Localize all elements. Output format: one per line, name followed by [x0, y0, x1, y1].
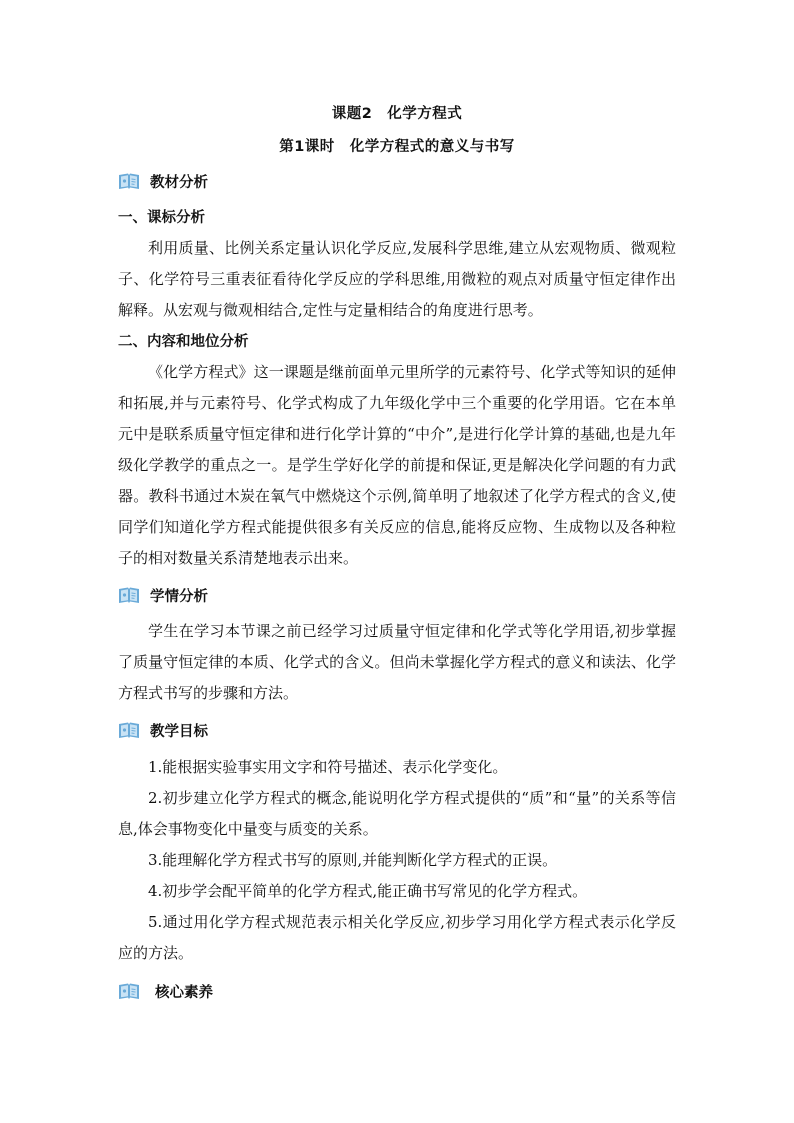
section-student-analysis	[118, 583, 208, 607]
section-teaching-goals	[118, 718, 208, 742]
book-icon	[118, 172, 140, 191]
goal-item-1: 1.能根据实验事实用文字和符号描述、表示化学变化。	[148, 758, 508, 776]
standard-heading: 一、课标分析	[118, 210, 205, 226]
goal-item-3: 3.能理解化学方程式书写的原则,并能判断化学方程式的正误。	[148, 851, 558, 869]
standard-text: 利用质量、比例关系定量认识化学反应,发展科学思维,建立从宏观物质、微观粒子、化学符号三重表征看待化学反应的学科思维,用微粒的观点对质量守恒定律作出解释。从宏观与微观相结合,定性与定量相结合的角度进行思考。	[118, 239, 676, 319]
book-icon	[118, 982, 140, 1001]
section-label: 教材分析	[150, 174, 208, 191]
section-core-literacy	[118, 979, 213, 1003]
student-analysis-text: 学生在学习本节课之前已经学习过质量守恒定律和化学式等化学用语,初步掌握了质量守恒定律的本质、化学式的含义。但尚未掌握化学方程式的意义和读法、化学方程式书写的步骤和方法。	[118, 622, 676, 702]
period-title: 第1课时 化学方程式的意义与书写	[279, 139, 515, 155]
lesson-title: 课题2 化学方程式	[331, 106, 463, 122]
section-textbook-analysis	[118, 169, 208, 193]
goal-item-2: 2.初步建立化学方程式的概念,能说明化学方程式提供的“质”和“量”的关系等信息,体会事物变化中量变与质变的关系。	[118, 789, 676, 838]
goal-item-4: 4.初步学会配平简单的化学方程式,能正确书写常见的化学方程式。	[148, 882, 588, 900]
book-icon	[118, 721, 140, 740]
content-heading: 二、内容和地位分析	[118, 334, 249, 350]
book-icon	[118, 586, 140, 605]
content-text: 《化学方程式》这一课题是继前面单元里所学的元素符号、化学式等知识的延伸和拓展,并与元素符号、化学式构成了九年级化学中三个重要的化学用语。它在本单元中是联系质量守恒定律和进行化学计算的“中介”,是进行化学计算的基础,也是九年级化学教学的重点之一。是学生学好化学的前提和保证,更是解决化学问题的有力武器。教科书通过木炭在氧气中燃烧这个示例,简单明了地叙述了化学方程式的含义,使同学们知道化学方程式能提供很多有关反应的信息,能将反应物、生成物以及各种粒子的相对数量关系清楚地表示出来。	[118, 363, 676, 567]
section-label: 学情分析	[150, 588, 208, 605]
section-label: 核心素养	[155, 984, 213, 1001]
goal-item-5: 5.通过用化学方程式规范表示相关化学反应,初步学习用化学方程式表示化学反应的方法。	[118, 913, 676, 962]
section-label: 教学目标	[150, 723, 208, 740]
